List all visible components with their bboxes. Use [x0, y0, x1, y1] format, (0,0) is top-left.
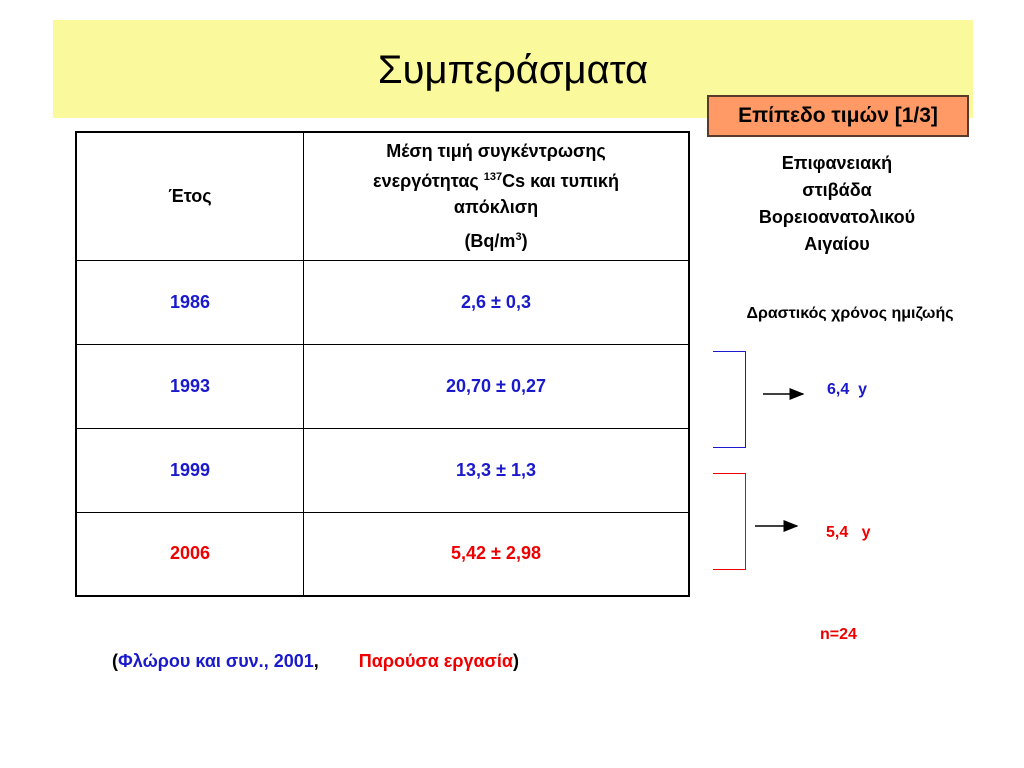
- header-value-sup: 137: [483, 171, 503, 184]
- citation-open: (: [112, 651, 118, 671]
- row-year: 2006: [76, 512, 304, 596]
- halflife-value-blue: 6,4 y: [827, 381, 868, 398]
- citation-separator: ,: [313, 651, 359, 671]
- header-unit-pre: (Bq/m: [464, 231, 516, 252]
- sample-count: n=24: [820, 626, 857, 643]
- halflife-value-red: 5,4 y: [826, 524, 871, 541]
- halflife-label: Δραστικός χρόνος ημιζωής: [746, 305, 954, 322]
- row-value: 20,70 ± 0,27: [304, 344, 690, 428]
- row-year: 1993: [76, 344, 304, 428]
- citation: [112, 651, 519, 672]
- citation-close: ): [512, 651, 519, 671]
- row-value: 5,42 ± 2,98: [304, 512, 690, 596]
- header-value-line2-pre: ενεργότητας: [373, 171, 484, 192]
- row-year: 1986: [76, 260, 304, 344]
- row-value: 2,6 ± 0,3: [304, 260, 690, 344]
- slide-title: Συμπεράσματα: [377, 48, 649, 92]
- header-year: Έτος: [76, 132, 304, 260]
- header-value-line2-post: Cs και τυπική: [502, 171, 619, 192]
- header-value-line1: Μέση τιμή συγκέντρωσης: [386, 141, 606, 162]
- header-unit-post: ): [521, 231, 528, 252]
- header-unit-sup: 3: [515, 231, 522, 244]
- header-value-line3: απόκλιση: [453, 197, 539, 218]
- region-caption-line: στιβάδα: [802, 180, 872, 200]
- row-year: 1999: [76, 428, 304, 512]
- level-badge: Επίπεδο τιμών [1/3]: [707, 95, 969, 137]
- row-value: 13,3 ± 1,3: [304, 428, 690, 512]
- region-caption-line: Βορειοανατολικού: [758, 207, 916, 227]
- region-caption-line: Αιγαίου: [804, 234, 870, 254]
- citation-red-ref: Παρούσα εργασία: [358, 651, 513, 671]
- region-caption-line: Επιφανειακή: [781, 153, 893, 173]
- citation-blue-ref: Φλώρου και συν., 2001: [118, 651, 314, 671]
